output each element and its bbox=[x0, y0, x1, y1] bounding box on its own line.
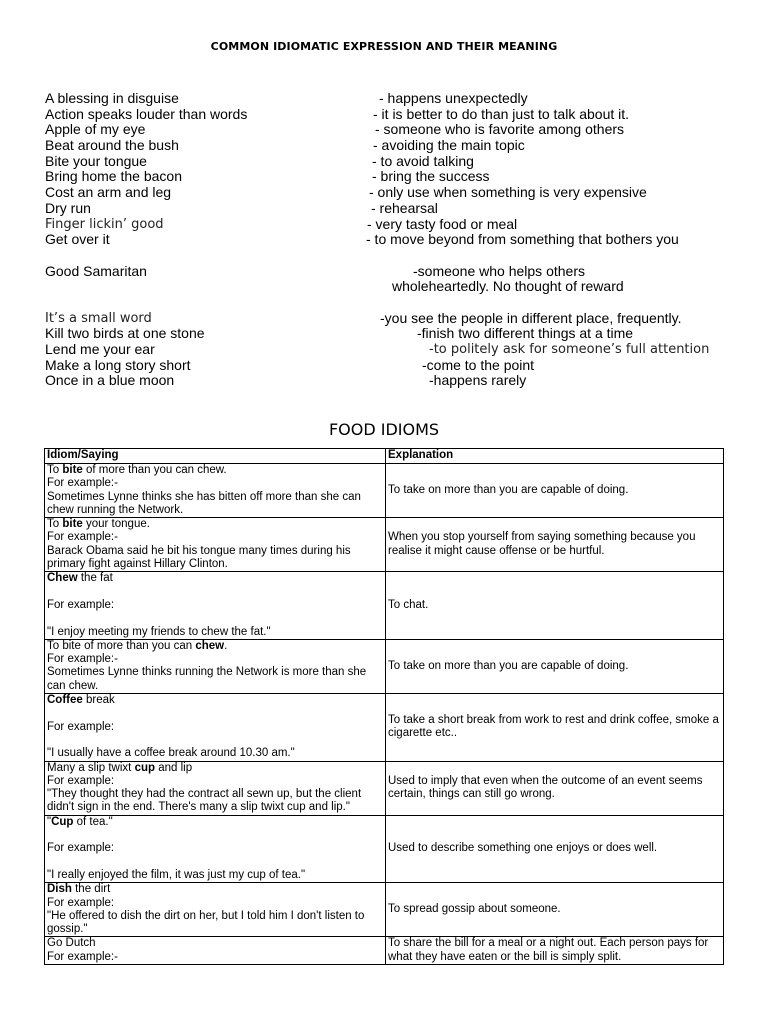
table-header-row bbox=[45, 449, 724, 464]
idiom-text: To bite of more than you can bbox=[47, 639, 196, 652]
idiom-meaning-continuation: wholeheartedly. No thought of reward bbox=[392, 278, 624, 295]
idiom-row bbox=[45, 107, 745, 123]
idiom-term: Action speaks louder than words bbox=[45, 105, 248, 122]
section-title: FOOD IDIOMS bbox=[328, 420, 440, 439]
idiom-meaning: -come to the point bbox=[422, 356, 535, 373]
example-text: "I usually have a coffee break around 10.30 am." bbox=[47, 747, 295, 760]
idiom-meaning: -to politely ask for someone’s full attention bbox=[429, 342, 710, 357]
idiom-row bbox=[45, 154, 745, 170]
idiom-term: Good Samaritan bbox=[45, 262, 147, 279]
idiom-cell bbox=[45, 815, 386, 882]
idiom-row bbox=[45, 201, 745, 217]
table-row bbox=[45, 572, 724, 639]
idiom-row bbox=[45, 358, 745, 374]
table-row bbox=[45, 883, 724, 937]
table-row bbox=[45, 464, 724, 518]
idiom-text: and lip bbox=[155, 761, 193, 774]
idiom-row bbox=[45, 279, 745, 295]
idiom-term: Finger lickin’ good bbox=[45, 216, 164, 232]
food-idioms-table bbox=[44, 448, 724, 965]
idiom-cell bbox=[45, 518, 386, 572]
idiom-term: It’s a small word bbox=[45, 310, 152, 326]
idiom-text: Go Dutch bbox=[47, 937, 96, 950]
idiom-row bbox=[45, 264, 745, 280]
explanation-cell: To take a short break from work to rest and drink coffee, smoke a cigarette etc.. bbox=[386, 694, 724, 761]
example-text: "He offered to dish the dirt on her, but I told him I don't listen to gossip." bbox=[47, 909, 365, 936]
idiom-text: the fat bbox=[77, 572, 113, 585]
table-row bbox=[45, 761, 724, 815]
idiom-cell bbox=[45, 639, 386, 693]
idiom-meaning: - someone who is favorite among others bbox=[375, 121, 625, 138]
document-title: COMMON IDIOMATIC EXPRESSION AND THEIR MEANING bbox=[210, 40, 558, 53]
explanation-cell: To chat. bbox=[386, 572, 724, 639]
idiom-text: of tea." bbox=[73, 815, 113, 828]
idiom-row bbox=[45, 91, 745, 107]
example-label: For example:- bbox=[47, 531, 118, 544]
example-label: For example:- bbox=[47, 477, 118, 490]
idiom-meaning: -happens rarely bbox=[429, 372, 527, 389]
idiom-term: Dry run bbox=[45, 199, 91, 216]
example-label: For example:- bbox=[47, 950, 118, 963]
keyword: Chew bbox=[47, 572, 78, 585]
idiom-term: Kill two birds at one stone bbox=[45, 325, 205, 342]
idiom-text: your tongue. bbox=[82, 518, 150, 531]
idiom-text: " bbox=[47, 815, 52, 828]
idiom-cell bbox=[45, 937, 386, 965]
column-header-idiom: Idiom/Saying bbox=[45, 449, 386, 464]
example-label: For example: bbox=[47, 598, 115, 611]
example-label: For example:- bbox=[47, 653, 118, 666]
table-row bbox=[45, 639, 724, 693]
idiom-meaning: -someone who helps others bbox=[413, 262, 585, 279]
idiom-cell bbox=[45, 694, 386, 761]
idiom-row bbox=[45, 122, 745, 138]
idiom-text: the dirt bbox=[71, 883, 111, 896]
idiom-text: . bbox=[224, 639, 228, 652]
idiom-term: Beat around the bush bbox=[45, 137, 179, 154]
column-header-explanation: Explanation bbox=[386, 449, 724, 464]
idiom-row bbox=[45, 311, 745, 327]
idiom-row bbox=[45, 373, 745, 389]
idiom-row bbox=[45, 185, 745, 201]
example-label: For example: bbox=[47, 774, 115, 787]
keyword: bite bbox=[62, 518, 83, 531]
idiom-text: break bbox=[82, 694, 115, 707]
idiom-row bbox=[45, 138, 745, 154]
example-text: Sometimes Lynne thinks she has bitten off more than she can chew running the Network. bbox=[47, 490, 361, 516]
idiom-meaning: - very tasty food or meal bbox=[367, 215, 518, 232]
idiom-cell bbox=[45, 464, 386, 518]
idiom-term: Apple of my eye bbox=[45, 121, 146, 138]
table-row bbox=[45, 815, 724, 882]
example-text: "They thought they had the contract all sewn up, but the client didn't sign in the end. There's many a slip twixt cup and lip." bbox=[47, 788, 362, 814]
table-row bbox=[45, 518, 724, 572]
idiom-text: To bbox=[47, 464, 63, 476]
explanation-cell: To share the bill for a meal or a night out. Each person pays for what they have eaten or the bill is simply split. bbox=[386, 937, 724, 965]
keyword: cup bbox=[134, 761, 156, 774]
example-text: Sometimes Lynne thinks running the Network is more than she can chew. bbox=[47, 666, 367, 692]
example-text: "I enjoy meeting my friends to chew the fat." bbox=[47, 625, 271, 638]
explanation-cell: To take on more than you are capable of doing. bbox=[386, 464, 724, 518]
idiom-text: To bbox=[47, 518, 63, 531]
idiom-cell bbox=[45, 883, 386, 937]
table-row bbox=[45, 937, 724, 965]
example-text: Barack Obama said he bit his tongue many times during his primary fight against Hillary Clinton. bbox=[47, 544, 351, 571]
idiom-row bbox=[45, 217, 745, 233]
example-label: For example: bbox=[47, 720, 115, 733]
idiom-text: Many a slip twixt bbox=[47, 761, 135, 774]
idiom-list bbox=[45, 91, 745, 389]
keyword: Cup bbox=[51, 815, 74, 828]
idiom-meaning: -finish two different things at a time bbox=[417, 325, 634, 342]
idiom-row bbox=[45, 326, 745, 342]
idiom-meaning: - to avoid talking bbox=[372, 152, 474, 169]
idiom-meaning: - happens unexpectedly bbox=[379, 90, 528, 106]
idiom-term: Bring home the bacon bbox=[45, 168, 182, 185]
idiom-meaning: - bring the success bbox=[372, 168, 490, 185]
idiom-text: of more than you can chew. bbox=[82, 464, 227, 476]
keyword: chew bbox=[195, 639, 225, 652]
explanation-cell: To take on more than you are capable of doing. bbox=[386, 639, 724, 693]
idiom-row bbox=[45, 169, 745, 185]
idiom-meaning: - only use when something is very expensive bbox=[369, 184, 647, 201]
example-label: For example: bbox=[47, 842, 115, 855]
explanation-cell: To spread gossip about someone. bbox=[386, 883, 724, 937]
idiom-term: Once in a blue moon bbox=[45, 372, 175, 389]
idiom-term: A blessing in disguise bbox=[45, 90, 179, 106]
idiom-meaning: - to move beyond from something that bothers you bbox=[366, 231, 679, 248]
explanation-cell: Used to describe something one enjoys or does well. bbox=[386, 815, 724, 882]
idiom-meaning: - it is better to do than just to talk about it. bbox=[373, 105, 630, 122]
idiom-term: Cost an arm and leg bbox=[45, 184, 172, 201]
idiom-meaning: -you see the people in different place, frequently. bbox=[380, 309, 682, 326]
idiom-row bbox=[45, 342, 745, 358]
idiom-cell bbox=[45, 572, 386, 639]
explanation-cell: Used to imply that even when the outcome of an event seems certain, things can still go wrong. bbox=[386, 761, 724, 815]
idiom-term: Make a long story short bbox=[45, 356, 191, 373]
idiom-term: Bite your tongue bbox=[45, 152, 147, 169]
idiom-row bbox=[45, 232, 745, 248]
example-text: "I really enjoyed the film, it was just my cup of tea." bbox=[47, 868, 306, 881]
idiom-meaning: - avoiding the main topic bbox=[373, 137, 525, 154]
keyword: Dish bbox=[47, 883, 72, 896]
idiom-cell bbox=[45, 761, 386, 815]
keyword: Coffee bbox=[47, 694, 83, 707]
idiom-meaning: - rehearsal bbox=[371, 199, 438, 216]
example-label: For example: bbox=[47, 896, 115, 909]
table-row bbox=[45, 694, 724, 761]
keyword: bite bbox=[62, 464, 83, 476]
idiom-term: Lend me your ear bbox=[45, 341, 155, 357]
explanation-cell: When you stop yourself from saying something because you realise it might cause offense or be hurtful. bbox=[386, 518, 724, 572]
idiom-term: Get over it bbox=[45, 231, 110, 248]
